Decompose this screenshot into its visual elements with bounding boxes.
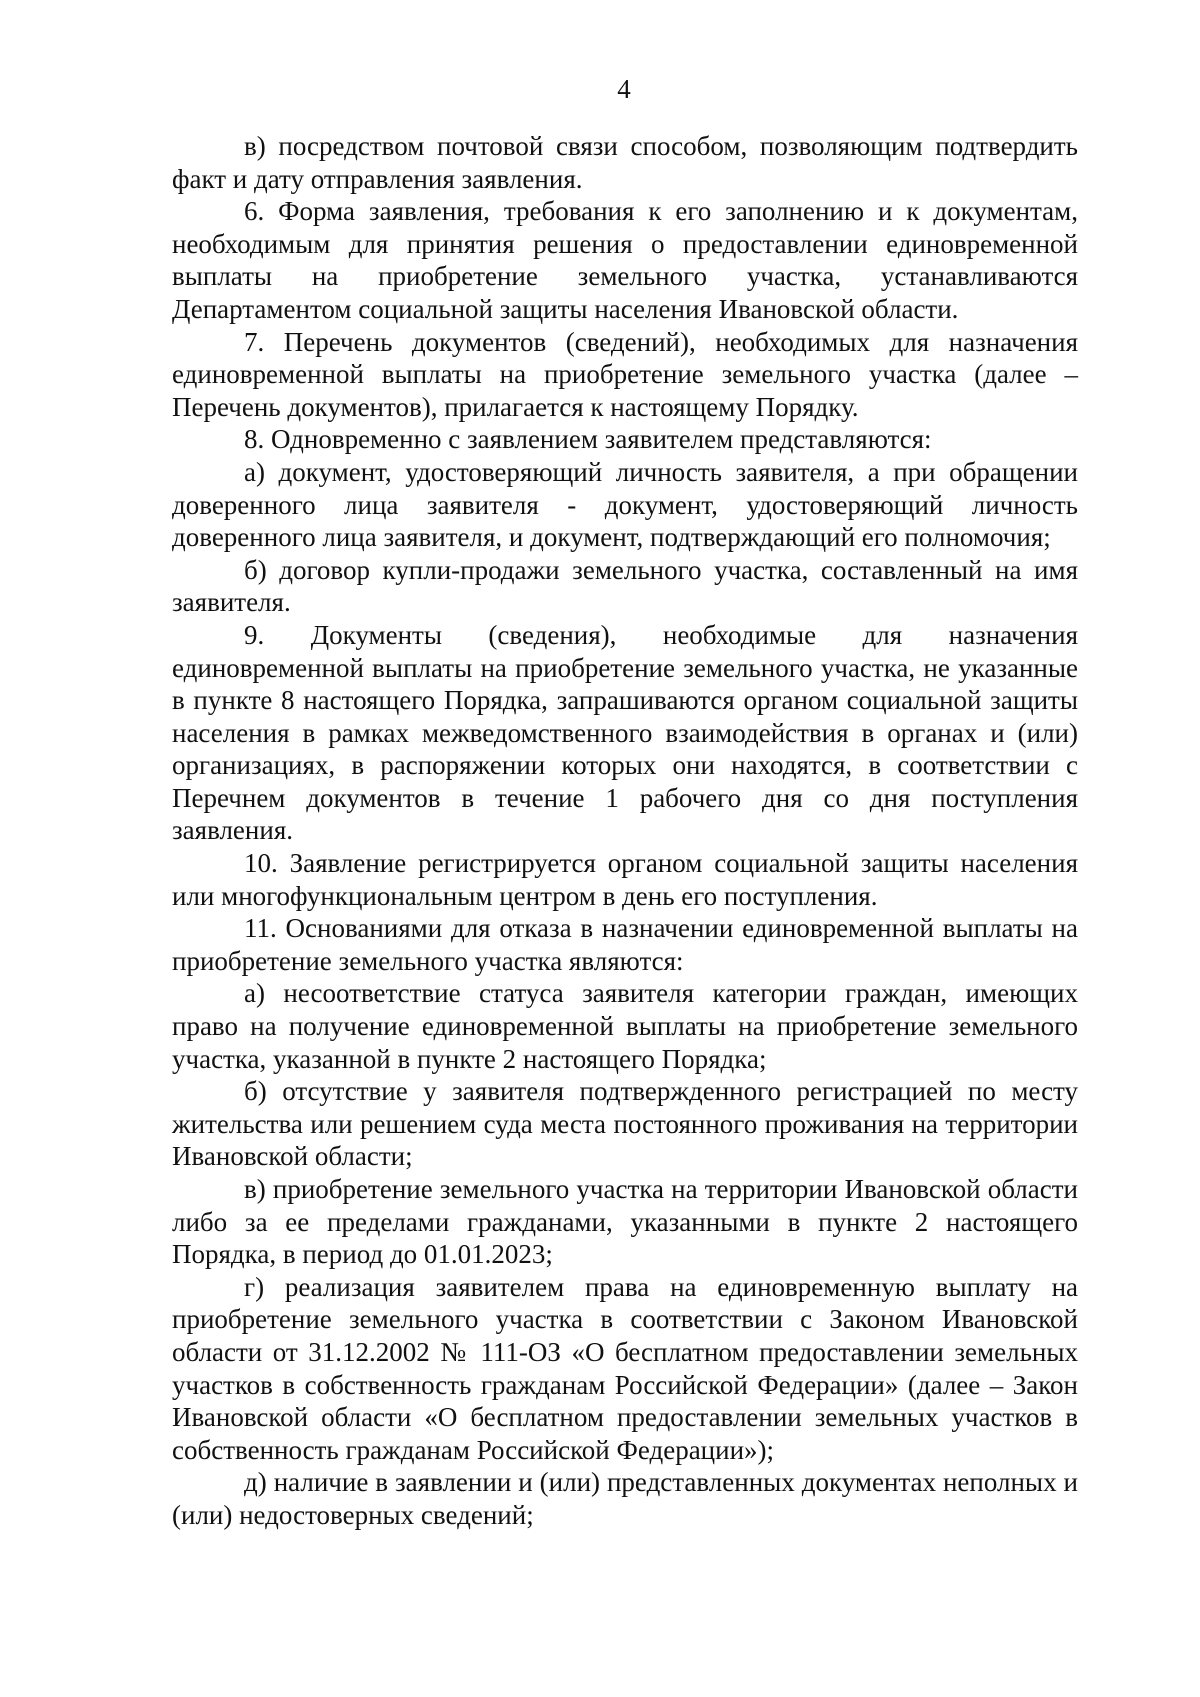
paragraph-10-registration: 10. Заявление регистрируется органом социальной защиты населения или многофункциональным центром в день его поступления. (172, 848, 1078, 911)
paragraph-8-intro: 8. Одновременно с заявлением заявителем представляются: (244, 424, 932, 455)
page-number: 4 (617, 74, 631, 104)
paragraph-11-item-g: г) реализация заявителем права на единовременную выплату на приобретение земельного участка в соответствии с Законом Ивановской области от 31.12.2002 № 111-ОЗ «О бесплатном предоставлении земельных участков в собственность гражданам Российской Федерации» (далее – Закон Ивановской области «О бесплатном предоставлении земельных участков в собственность гражданам Российской Федерации»); (172, 1271, 1078, 1465)
paragraph-8-item-b: б) договор купли-продажи земельного участка, составленный на имя заявителя. (172, 554, 1078, 618)
paragraph-11-item-b: б) отсутствие у заявителя подтвержденного регистрацией по месту жительства или решением суда места постоянного проживания на территории Ивановской области; (172, 1076, 1078, 1172)
paragraph-6-form: 6. Форма заявления, требования к его заполнению и к документам, необходимым для принятия решения о предоставлении единовременной выплаты на приобретение земельного участка, устанавливаются Департаментом социальной защиты населения Ивановской области. (172, 196, 1078, 324)
paragraph-8-item-a: а) документ, удостоверяющий личность заявителя, а при обращении доверенного лица заявителя - документ, удостоверяющий личность доверенного лица заявителя, и документ, подтверждающий его полномочия; (172, 456, 1078, 553)
document-body (172, 130, 1078, 1532)
paragraph-11-item-a: а) несоответствие статуса заявителя категории граждан, имеющих право на получение единовременной выплаты на приобретение земельного участка, указанной в пункте 2 настоящего Порядка; (172, 978, 1078, 1074)
paragraph-11-intro: 11. Основаниями для отказа в назначении единовременной выплаты на приобретение земельного участка являются: (172, 913, 1078, 976)
paragraph-11-item-d: д) наличие в заявлении и (или) представленных документах неполных и (или) недостоверных сведений; (172, 1467, 1078, 1530)
paragraph-7-list: 7. Перечень документов (сведений), необходимых для назначения единовременной выплаты на приобретение земельного участка (далее – Перечень документов), прилагается к настоящему Порядку. (172, 326, 1078, 422)
paragraph-11-item-v: в) приобретение земельного участка на территории Ивановской области либо за ее пределами гражданами, указанными в пункте 2 настоящего Порядка, в период до 01.01.2023; (172, 1174, 1078, 1270)
paragraph-9-documents: 9. Документы (сведения), необходимые для назначения единовременной выплаты на приобретение земельного участка, не указанные в пункте 8 настоящего Порядка, запрашиваются органом социальной защиты населения в рамках межведомственного взаимодействия в органах и (или) организациях, в распоряжении которых они находятся, в соответствии с Перечнем документов в течение 1 рабочего дня со дня поступления заявления. (172, 619, 1078, 846)
paragraph-item-v-postal: в) посредством почтовой связи способом, позволяющим подтвердить факт и дату отправления заявления. (172, 131, 1078, 194)
